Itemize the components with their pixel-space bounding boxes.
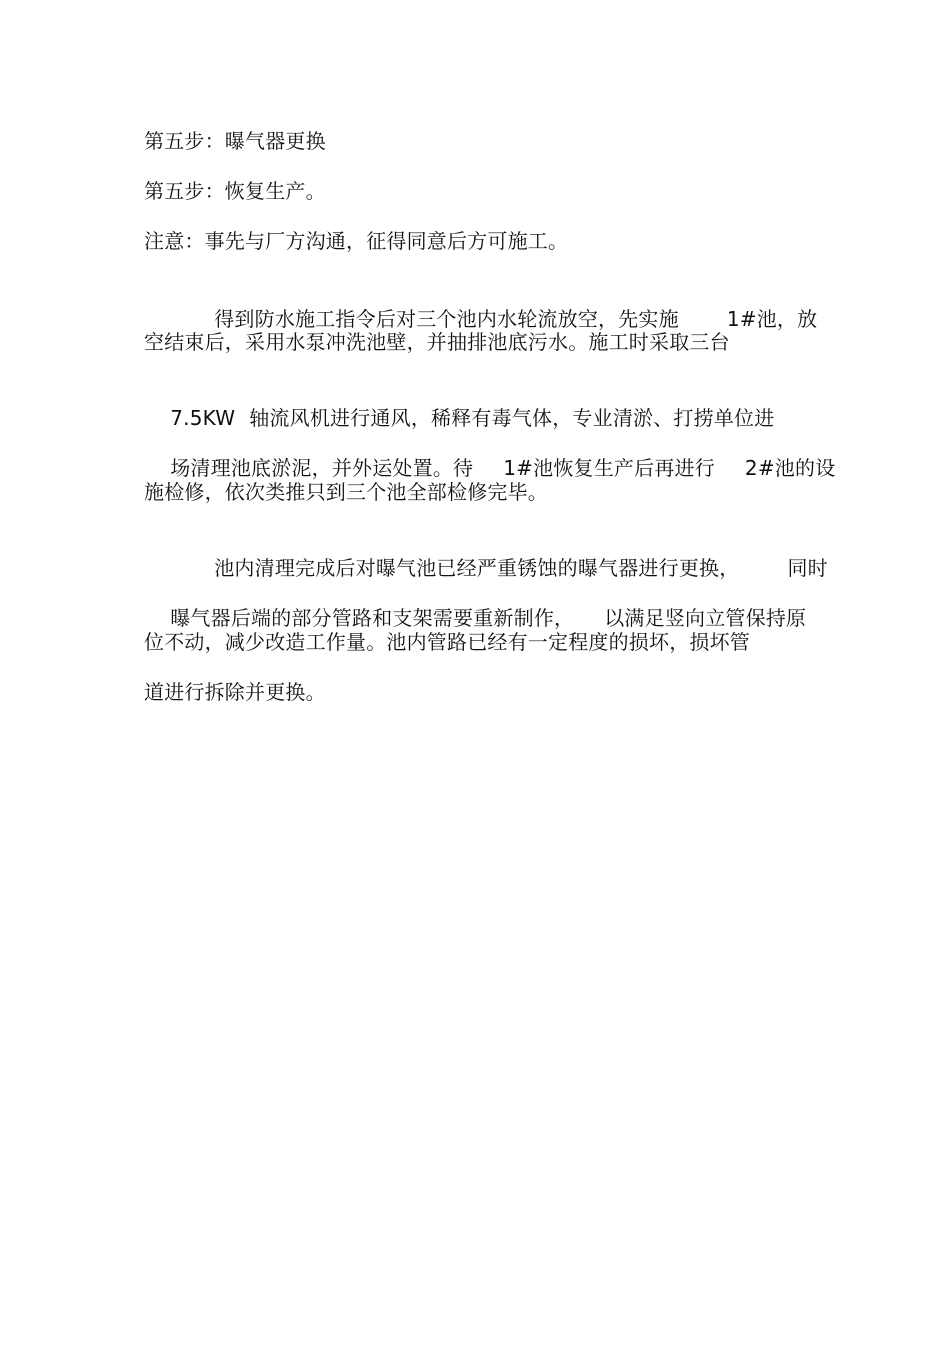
para1-line3-a: 7.5KW [170, 406, 236, 430]
step-restore-production: 第五步：恢复生产。 [144, 179, 326, 203]
step-aerator-replacement: 第五步：曝气器更换 [144, 129, 326, 153]
para2-line4: 道进行拆除并更换。 [144, 680, 326, 704]
note-line: 注意：事先与厂方沟通，征得同意后方可施工。 [144, 229, 569, 253]
para2-line1-b: 同时 [787, 556, 828, 580]
para1-line1-a: 得到防水施工指令后对三个池内水轮流放空，先实施 [214, 307, 679, 331]
para1-line1-b: 1#池，放 [726, 307, 818, 331]
para1-line4-a: 场清理池底淤泥，并外运处置。待 [170, 456, 474, 480]
para2-line1-a: 池内清理完成后对曝气池已经严重锈蚀的曝气器进行更换， [214, 556, 740, 580]
para1-line3-b: 轴流风机进行通风，稀释有毒气体，专业清淤、打捞单位进 [249, 406, 775, 430]
para1-line4-b: 1#池恢复生产后再进行 [503, 456, 715, 480]
para1-line2: 空结束后，采用水泵冲洗池壁，并抽排池底污水。施工时采取三台 [144, 330, 730, 354]
para1-line5: 施检修，依次类推只到三个池全部检修完毕。 [144, 480, 548, 504]
para1-line4-c: 2#池的设 [744, 456, 836, 480]
para2-line3: 位不动，减少改造工作量。池内管路已经有一定程度的损坏，损坏管 [144, 630, 750, 654]
para2-line2-b: 以满足竖向立管保持原 [604, 606, 807, 630]
para2-line2-a: 曝气器后端的部分管路和支架需要重新制作， [170, 606, 575, 630]
